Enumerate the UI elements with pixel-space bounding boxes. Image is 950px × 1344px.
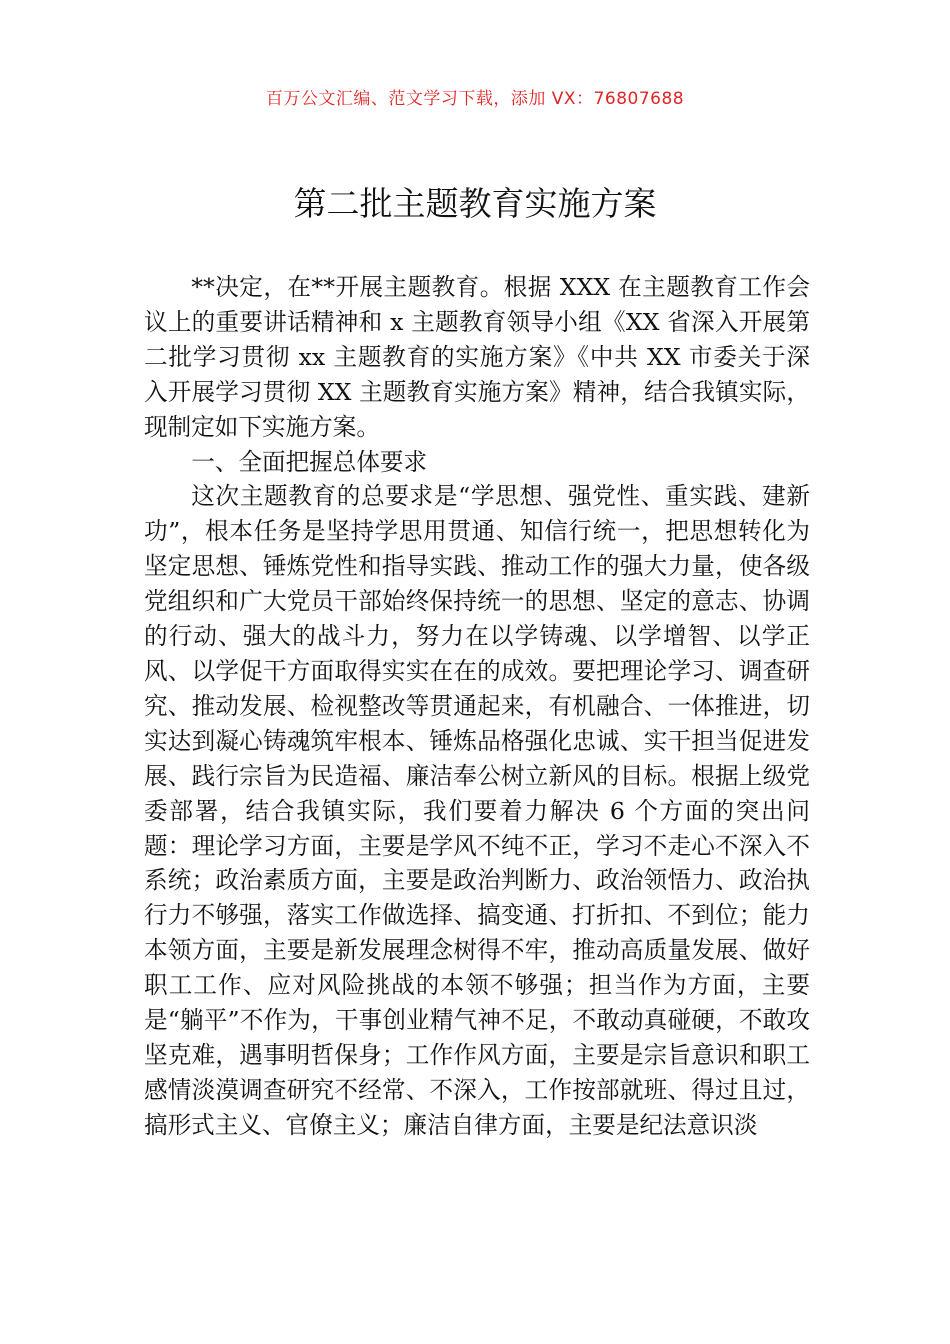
paragraph-intro: **决定，在**开展主题教育。根据 XXX 在主题教育工作会议上的重要讲话精神和 x 主题教育领导小组《XX 省深入开展第二批学习贯彻 xx 主题教育的实施方案》《中共 XX 市委关于深入开展学习贯彻 XX 主题教育实施方案》精神，结合我镇实际，现制定如下实施方案。 (144, 273, 810, 441)
document-body (144, 270, 810, 1143)
watermark-header: 百万公文汇编、范文学习下载，添加 VX：76807688 (265, 89, 685, 109)
paragraph-requirements: 这次主题教育的总要求是“学思想、强党性、重实践、建新功”，根本任务是坚持学思用贯通、知信行统一，把思想转化为坚定思想、锤炼党性和指导实践、推动工作的强大力量，使各级党组织和广大党员干部始终保持统一的思想、坚定的意志、协调的行动、强大的战斗力，努力在以学铸魂、以学增智、以学正风、以学促干方面取得实实在在的成效。要把理论学习、调查研究、推动发展、检视整改等贯通起来，有机融合、一体推进，切实达到凝心铸魂筑牢根本、锤炼品格强化忠诚、实干担当促进发展、践行宗旨为民造福、廉洁奉公树立新风的目标。根据上级党委部署，结合我镇实际，我们要着力解决 6 个方面的突出问题：理论学习方面，主要是学风不纯不正，学习不走心不深入不系统；政治素质方面，主要是政治判断力、政治领悟力、政治执行力不够强，落实工作做选择、搞变通、打折扣、不到位；能力本领方面，主要是新发展理念树得不牢，推动高质量发展、做好职工工作、应对风险挑战的本领不够强；担当作为方面，主要是“躺平”不作为，干事创业精气神不足，不敢动真碰硬，不敢攻坚克难，遇事明哲保身；工作作风方面，主要是宗旨意识和职工感情淡漠调查研究不经常、不深入，工作按部就班、得过且过，搞形式主义、官僚主义；廉洁自律方面，主要是纪法意识淡 (144, 482, 810, 1139)
document-title: 第二批主题教育实施方案 (293, 184, 657, 223)
section-heading-1: 一、全面把握总体要求 (191, 447, 428, 476)
